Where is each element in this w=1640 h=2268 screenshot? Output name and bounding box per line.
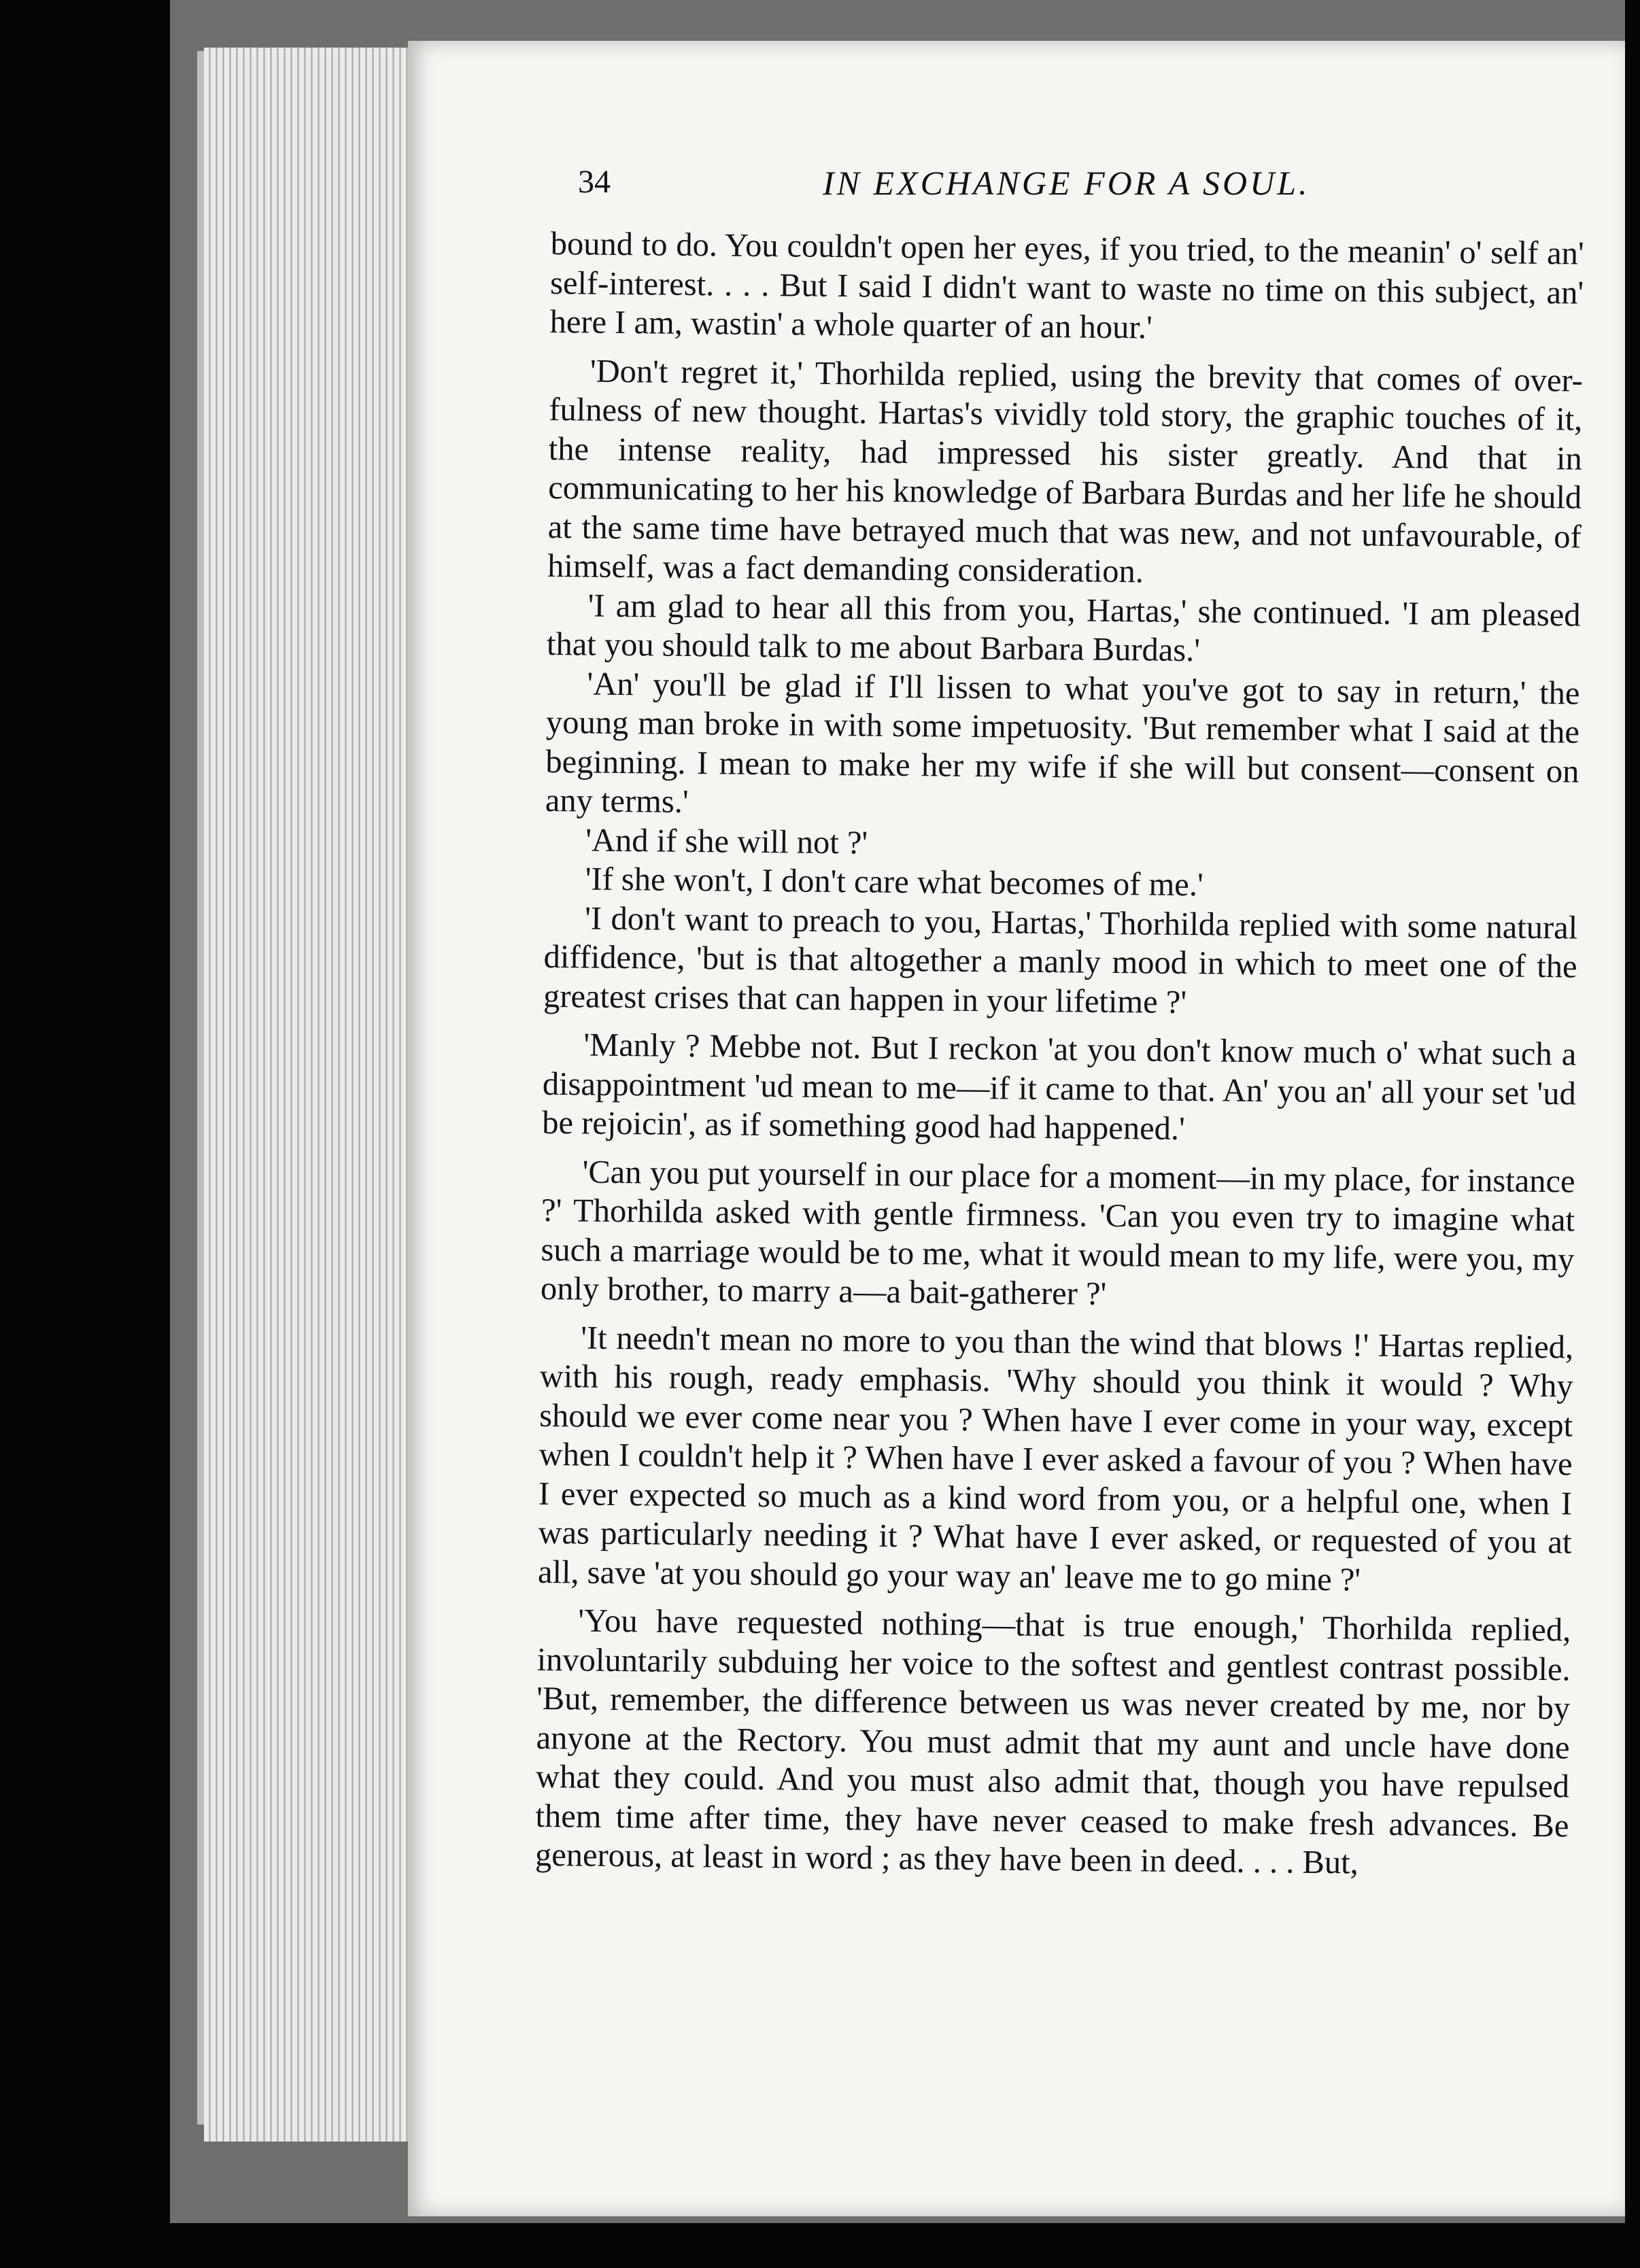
paragraph: 'You have requested nothing—that is true enough,' Thorhilda replied, involuntarily subduing her voice to the softest and gentlest contrast possible. 'But, remember, the difference between us was never created by me, nor by anyone at the Rectory. You must admit that my aunt and uncle have done what they could. And you must also admit that, though you have repulsed them time after time, they have never ceased to make fresh advances. Be generous, at least in word ; as they have been in deed. . . . But,	[534, 1602, 1571, 1881]
page-stack-edges	[204, 48, 416, 2142]
body-text	[535, 224, 1584, 1885]
paragraph: bound to do. You couldn't open her eyes, if you tried, to the meanin' o' self an' self-interest. . . . But I said I didn't want to waste no time on this subject, an' here I am, wastin' a whole quarter of an hour.'	[549, 225, 1584, 346]
paragraph: 'It needn't mean no more to you than the wind that blows !' Hartas replied, with his rough, ready emphasis. 'Why should you think it would ? Why should we ever come near you ? When have I ever come in your way, except when I couldn't help it ? When have I ever asked a favour of you ? When have I ever expected so much as a kind word from you, or a helpful one, when I was particularly needing it ? What have I ever asked, or requested of you at all, save 'at you should go your way an' leave me to go mine ?'	[537, 1320, 1574, 1598]
paragraph: 'I am glad to hear all this from you, Hartas,' she continued. 'I am pleased that you should talk to me about Barbara Burdas.'	[546, 587, 1581, 669]
paragraph: 'An' you'll be glad if I'll lissen to what you've got to say in return,' the young man broke in with some impetuosity. 'But remember what I said at the beginning. I mean to make her my wife if she will but consent—consent on any terms.'	[545, 666, 1580, 820]
paragraph: 'And if she will not ?'	[585, 822, 868, 861]
paragraph: 'Manly ? Mebbe not. But I reckon 'at you don't know much o' what such a disappointment 'ud mean to me—if it came to that. An' you an' all your set 'ud be rejoicin', as if something good had happened.'	[542, 1027, 1577, 1148]
paragraph: 'Don't regret it,' Thorhilda replied, using the brevity that comes of over-fulness of new thought. Hartas's vividly told story, the graphic touches of it, the intense reality, had impressed his sister greatly. And that in communicating to her his knowledge of Barbara Burdas and her life he should at the same time have betrayed much that was new, and not unfavourable, of himself, was a fact demanding consideration.	[547, 353, 1584, 590]
page-number: 34	[578, 164, 611, 200]
paragraph: 'Can you put yourself in our place for a moment—in my place, for instance ?' Thorhilda asked with gentle firmness. 'Can you even try to imagine what such a marriage would be to me, what it would mean to my life, were you, my only brother, to marry a—a bait-gatherer ?'	[540, 1154, 1575, 1312]
paragraph: 'If she won't, I don't care what becomes of me.'	[585, 861, 1203, 904]
running-head	[578, 163, 1407, 218]
paragraph: 'I don't want to preach to you, Hartas,' Thorhilda replied with some natural diffidence, 'but is that altogether a manly mood in which to meet one of the greatest crises that can happen in your lifetime ?'	[543, 900, 1578, 1020]
running-title: IN EXCHANGE FOR A SOUL.	[823, 164, 1310, 202]
